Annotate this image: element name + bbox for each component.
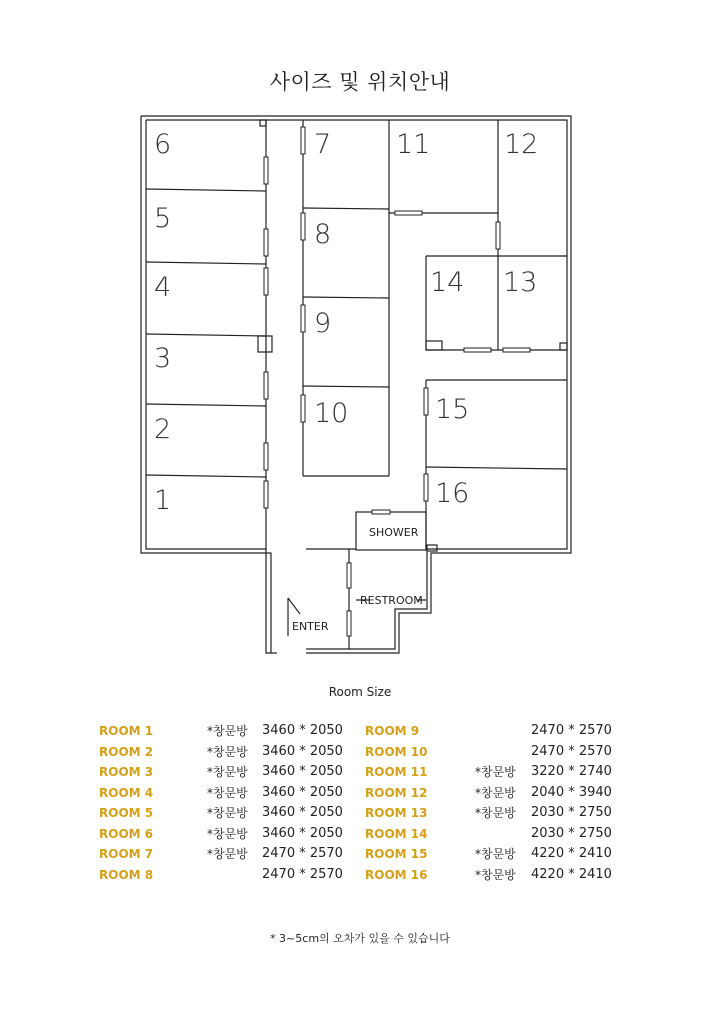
room-label-10: 10 <box>314 398 349 429</box>
room-dimensions: 2040 * 3940 <box>531 784 612 800</box>
room-label-13: 13 <box>503 267 538 298</box>
room-dimensions: 3460 * 2050 <box>262 784 343 800</box>
room-label-4: 4 <box>154 272 172 303</box>
window-note: *창문방 <box>207 826 248 841</box>
room-name: ROOM 4 <box>99 785 154 800</box>
room-label-11: 11 <box>396 129 431 160</box>
room-name: ROOM 7 <box>99 847 154 861</box>
room-dimensions: 2030 * 2750 <box>531 825 612 841</box>
room-size-row <box>0 763 720 781</box>
room-name: ROOM 16 <box>365 867 428 882</box>
window-note: *창문방 <box>207 847 248 861</box>
shower-label: SHOWER <box>369 526 419 539</box>
page-title: 사이즈 및 위치안내 <box>269 70 451 94</box>
room-name: ROOM 9 <box>365 724 420 738</box>
room-size-row <box>0 804 720 822</box>
room-label-6: 6 <box>154 129 172 160</box>
room-label-16: 16 <box>435 478 470 509</box>
room-label-15: 15 <box>435 394 470 425</box>
window-note: *창문방 <box>475 765 516 779</box>
room-label-3: 3 <box>154 343 172 374</box>
window-note: *창문방 <box>207 765 248 779</box>
room-dimensions: 2470 * 2570 <box>262 846 343 861</box>
room-size-row <box>0 722 720 740</box>
footnote: * 3~5cm의 오차가 있을 수 있습니다 <box>270 932 450 945</box>
restroom-label: RESTROOM <box>360 594 423 607</box>
room-dimensions: 2470 * 2570 <box>531 743 612 759</box>
room-name: ROOM 5 <box>99 806 154 820</box>
room-label-12: 12 <box>504 129 539 160</box>
room-label-7: 7 <box>314 129 332 160</box>
room-dimensions: 3220 * 2740 <box>531 764 612 779</box>
window-note: *창문방 <box>475 847 516 861</box>
window-note: *창문방 <box>475 785 516 800</box>
room-label-5: 5 <box>154 203 172 234</box>
room-name: ROOM 1 <box>99 724 154 738</box>
room-label-9: 9 <box>314 308 332 339</box>
room-dimensions: 2470 * 2570 <box>262 866 343 882</box>
room-name: ROOM 11 <box>365 765 428 779</box>
room-label-2: 2 <box>154 414 172 445</box>
room-dimensions: 4220 * 2410 <box>531 866 612 882</box>
room-name: ROOM 2 <box>99 744 154 759</box>
window-note: *창문방 <box>475 867 516 882</box>
room-size-row <box>0 825 720 843</box>
room-size-row <box>0 743 720 761</box>
room-dimensions: 4220 * 2410 <box>531 846 612 861</box>
enter-label: ENTER <box>292 620 329 633</box>
room-dimensions: 3460 * 2050 <box>262 723 343 738</box>
room-name: ROOM 15 <box>365 847 428 861</box>
room-name: ROOM 14 <box>365 826 428 841</box>
room-size-row <box>0 784 720 802</box>
room-size-row <box>0 866 720 884</box>
room-name: ROOM 10 <box>365 744 428 759</box>
room-size-row <box>0 845 720 863</box>
room-label-8: 8 <box>314 219 332 250</box>
room-dimensions: 2030 * 2750 <box>531 805 612 820</box>
room-name: ROOM 13 <box>365 806 428 820</box>
room-name: ROOM 8 <box>99 867 154 882</box>
room-name: ROOM 6 <box>99 826 154 841</box>
room-dimensions: 2470 * 2570 <box>531 723 612 738</box>
room-dimensions: 3460 * 2050 <box>262 764 343 779</box>
room-dimensions: 3460 * 2050 <box>262 743 343 759</box>
window-note: *창문방 <box>207 806 248 820</box>
room-label-14: 14 <box>430 267 465 298</box>
room-name: ROOM 12 <box>365 785 428 800</box>
window-note: *창문방 <box>207 724 248 738</box>
window-note: *창문방 <box>207 785 248 800</box>
room-label-1: 1 <box>154 485 172 516</box>
window-note: *창문방 <box>207 744 248 759</box>
room-size-heading: Room Size <box>328 685 392 699</box>
room-dimensions: 3460 * 2050 <box>262 805 343 820</box>
room-name: ROOM 3 <box>99 765 154 779</box>
room-dimensions: 3460 * 2050 <box>262 825 343 841</box>
window-note: *창문방 <box>475 806 516 820</box>
